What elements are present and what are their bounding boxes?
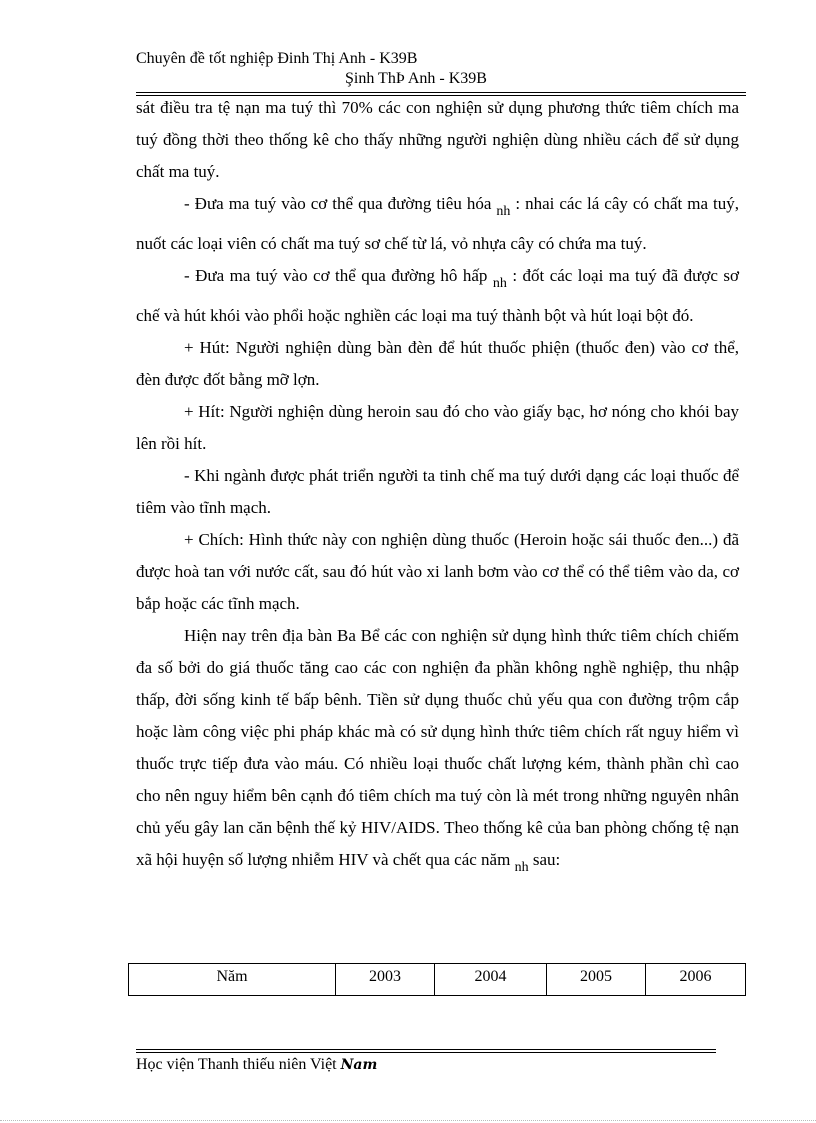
page-bottom-dotted-line [0,1120,816,1121]
table-header-cell: 2003 [336,964,435,996]
subscript-marker: nh [514,860,529,875]
paragraph-4: + Hút: Người nghiện dùng bàn đèn để hút thuốc phiện (thuốc đen) vào cơ thể, đèn được đốt bằng mỡ lợn. [136,338,739,389]
paragraph-2: - Đưa ma tuý vào cơ thể qua đường tiêu hóa $_{nh}$ : nhai các lá cây có chất ma tuý, nuốt các loại viên có chất ma tuý sơ chế từ lá, vỏ nhựa cây có chứa ma tuý. [136,194,739,253]
paragraph-5: + Hít: Người nghiện dùng heroin sau đó cho vào giấy bạc, hơ nóng cho khói bay lên rồi hít. [136,402,739,453]
footer-text: Học viện Thanh thiếu niên Việt Nam [136,1056,378,1073]
table-header-row [129,964,746,996]
paragraph-3: - Đưa ma tuý vào cơ thể qua đường hô hấp $_{nh}$ : đốt các loại ma tuý đã được sơ chế và hút khói vào phổi hoặc nghiền các loại ma tuý thành bột và hút loại bột đó. [136,266,739,325]
hiv-statistics-table [128,963,746,996]
table-header-cell: 2005 [547,964,646,996]
footer-rule-bottom [136,1052,716,1053]
subscript-marker: nh [496,204,511,219]
paragraph-8: Hiện nay trên địa bàn Ba Bể các con nghiện sử dụng hình thức tiêm chích chiếm đa số bởi do giá thuốc tăng cao các con nghiện đa phần không nghề nghiệp, thu nhập thấp, đời sống kinh tế bấp bênh. Tiền sử dụng thuốc chủ yếu qua con đường trộm cắp hoặc làm công việc phi pháp khác mà có sử dụng hình thức tiêm chích rất nguy hiểm vì thuốc trực tiếp đưa vào máu. Có nhiều loại thuốc chất lượng kém, thành phần chì cao cho nên nguy hiểm bên cạnh đó tiêm chích ma tuý còn là mét trong những nguyên nhân chủ yếu gây lan căn bệnh thế kỷ HIV/AIDS. Theo thống kê của ban phòng chống tệ nạn xã hội huyện số lượng nhiễm HIV và chết qua các năm $_{nh}$ sau: [136,626,739,875]
document-body [136,92,739,884]
paragraph-7: + Chích: Hình thức này con nghiện dùng thuốc (Heroin hoặc sái thuốc đen...) đã được hoà tan với nước cất, sau đó hút vào xi lanh bơm vào cơ thể có thể tiêm vào da, cơ bắp hoặc các tĩnh mạch. [136,530,739,613]
table-header-cell: 2004 [435,964,547,996]
header-title: Chuyên đề tốt nghiệp Đinh Thị Anh - K39B [136,50,418,67]
table-header-cell: Năm [129,964,336,996]
table-header-cell: 2006 [646,964,746,996]
paragraph-6: - Khi ngành được phát triển người ta tinh chế ma tuý dưới dạng các loại thuốc để tiêm vào tĩnh mạch. [136,466,739,517]
paragraph-1: sát điều tra tệ nạn ma tuý thì 70% các con nghiện sử dụng phương thức tiêm chích ma tuý đồng thời theo thống kê cho thấy những người nghiện dùng nhiều cách để sử dụng chất ma tuý. [136,98,739,181]
header-author: Şinh ThÞ Anh - K39B [345,70,487,87]
footer-rule-top [136,1049,716,1050]
footer-script-word: Nam [340,1057,378,1073]
subscript-marker: nh [492,276,507,291]
